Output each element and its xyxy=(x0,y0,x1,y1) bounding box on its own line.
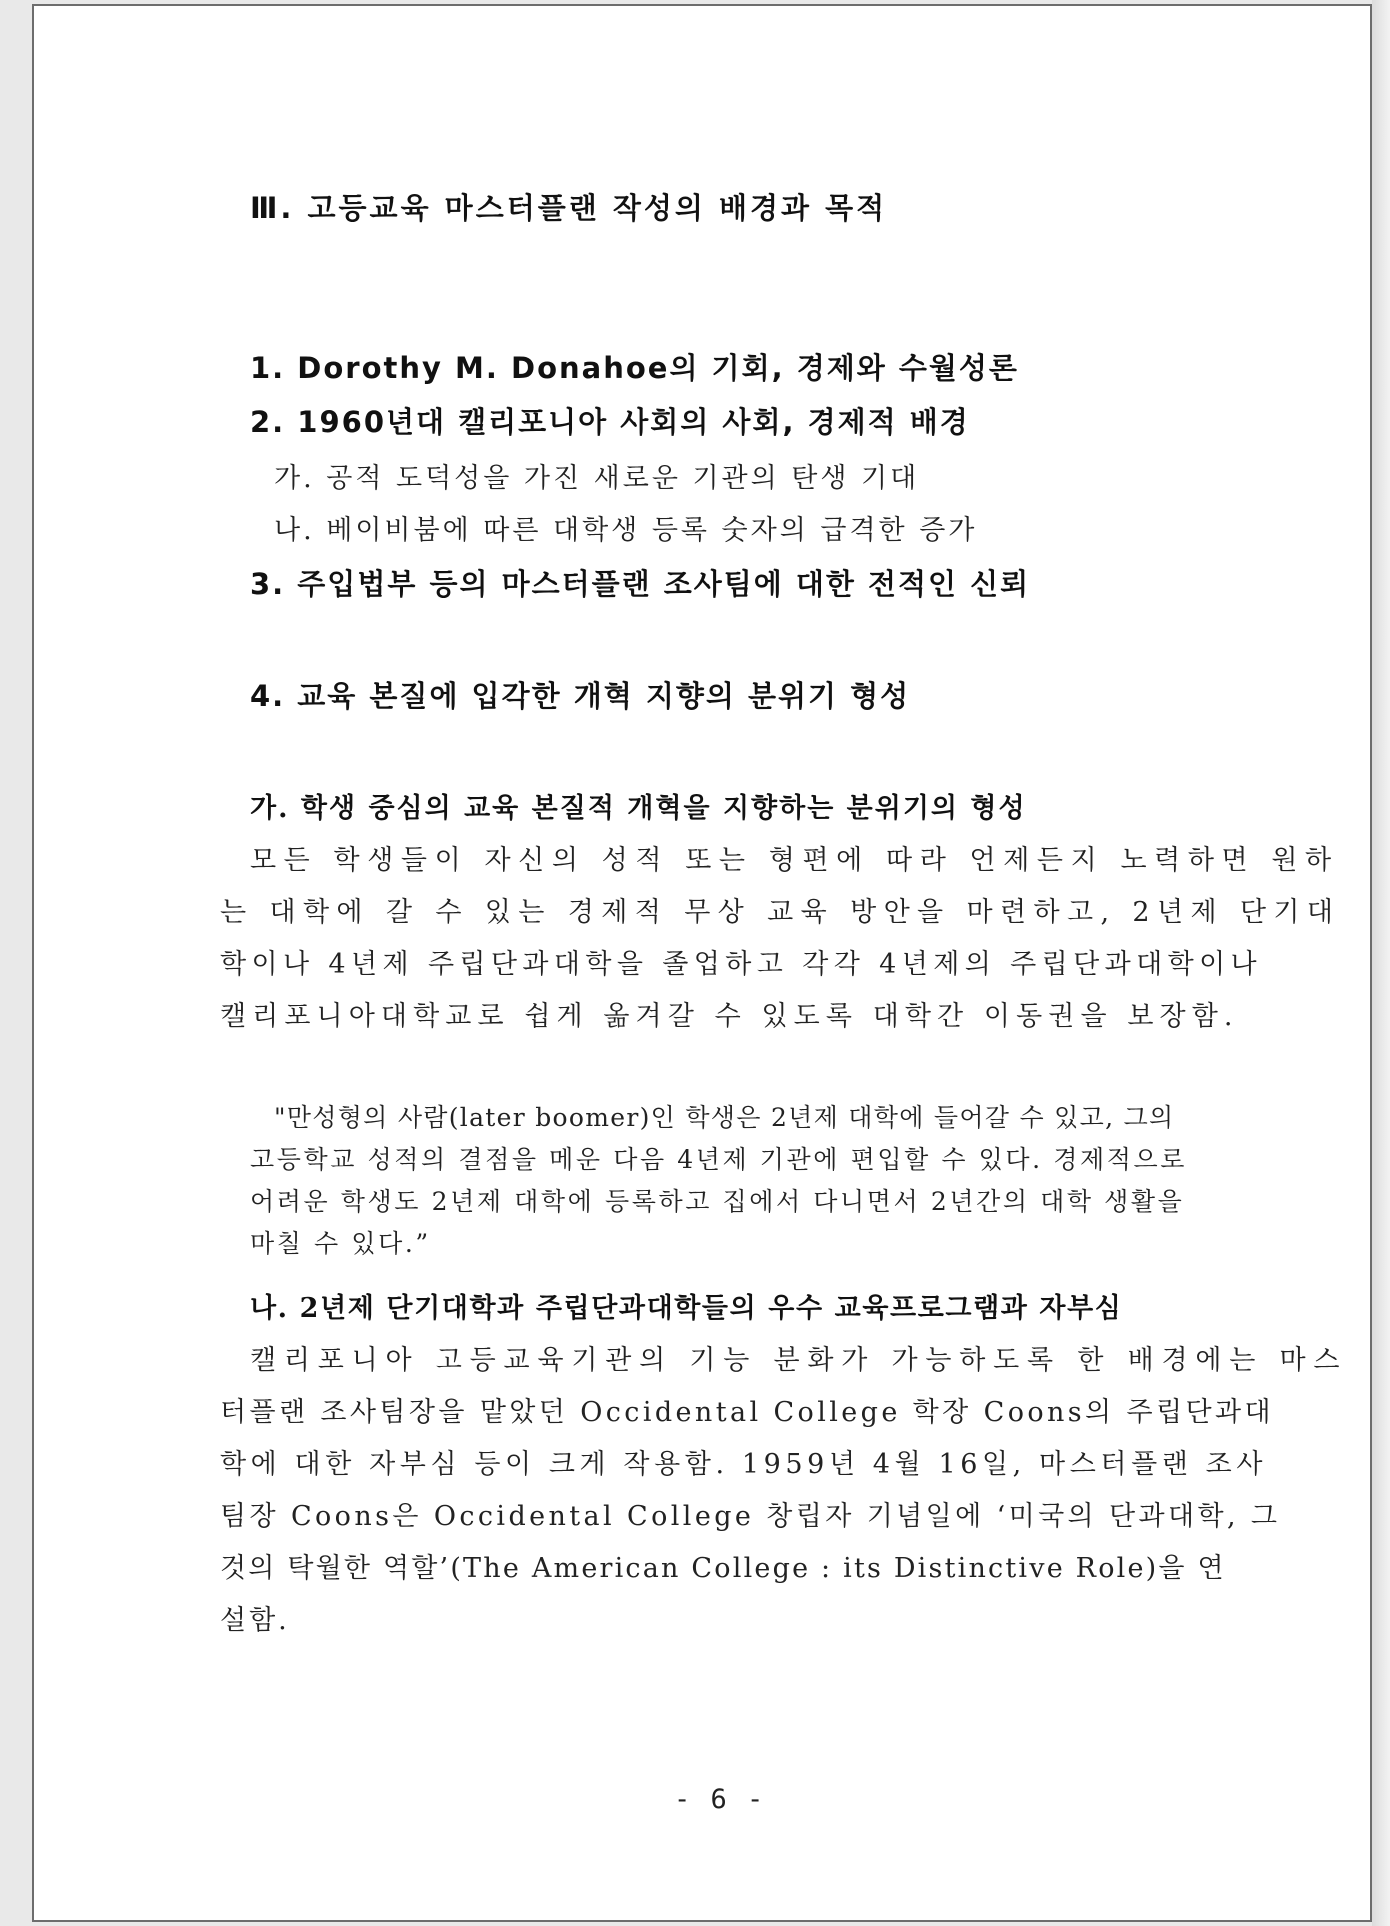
subsection-b-line: 캘리포니아 고등교육기관의 기능 분화가 가능하도록 한 배경에는 마스 xyxy=(250,1345,1348,1376)
item-2-sub-a: 가. 공적 도덕성을 가진 새로운 기관의 탄생 기대 xyxy=(274,463,920,494)
document-page xyxy=(32,4,1372,1922)
section-title: Ⅲ. 고등교육 마스터플랜 작성의 배경과 목적 xyxy=(250,191,888,225)
item-3: 3. 주입법부 등의 마스터플랜 조사팀에 대한 전적인 신뢰 xyxy=(250,567,1031,601)
subsection-b-line: 학에 대한 자부심 등이 크게 작용함. 1959년 4월 16일, 마스터플랜 조사 xyxy=(220,1449,1268,1480)
subsection-a-line: 캘리포니아대학교로 쉽게 옮겨갈 수 있도록 대학간 이동권을 보장함. xyxy=(220,1001,1239,1032)
item-4: 4. 교육 본질에 입각한 개혁 지향의 분위기 형성 xyxy=(250,679,911,713)
subsection-a-title: 가. 학생 중심의 교육 본질적 개혁을 지향하는 분위기의 형성 xyxy=(250,793,1027,824)
subsection-b-title: 나. 2년제 단기대학과 주립단과대학들의 우수 교육프로그램과 자부심 xyxy=(250,1293,1123,1324)
subsection-b-line: 터플랜 조사팀장을 맡았던 Occidental College 학장 Coons의 주립단과대 xyxy=(220,1397,1274,1428)
item-2-sub-b: 나. 베이비붐에 따른 대학생 등록 숫자의 급격한 증가 xyxy=(274,515,978,546)
quote-line: 마칠 수 있다.” xyxy=(250,1229,431,1258)
subsection-b-line: 설함. xyxy=(220,1605,290,1636)
quote-line: 어려운 학생도 2년제 대학에 등록하고 집에서 다니면서 2년간의 대학 생활을 xyxy=(250,1187,1185,1216)
subsection-b-line: 팀장 Coons은 Occidental College 창립자 기념일에 ‘미국의 단과대학, 그 xyxy=(220,1501,1281,1532)
page-edge-shadow xyxy=(1372,0,1390,1926)
item-2: 2. 1960년대 캘리포니아 사회의 사회, 경제적 배경 xyxy=(250,405,970,439)
quote-line: 고등학교 성적의 결점을 메운 다음 4년제 기관에 편입할 수 있다. 경제적으로 xyxy=(250,1145,1188,1174)
subsection-a-line: 모든 학생들이 자신의 성적 또는 형편에 따라 언제든지 노력하면 원하 xyxy=(250,845,1339,876)
subsection-a-line: 학이나 4년제 주립단과대학을 졸업하고 각각 4년제의 주립단과대학이나 xyxy=(220,949,1263,980)
quote-line: "만성형의 사람(later boomer)인 학생은 2년제 대학에 들어갈 수 있고, 그의 xyxy=(274,1103,1175,1132)
subsection-b-line: 것의 탁월한 역할’(The American College : its Distinctive Role)을 연 xyxy=(220,1553,1226,1584)
page-number: - 6 - xyxy=(674,1784,766,1815)
item-1: 1. Dorothy M. Donahoe의 기회, 경제와 수월성론 xyxy=(250,351,1019,385)
subsection-a-line: 는 대학에 갈 수 있는 경제적 무상 교육 방안을 마련하고, 2년제 단기대 xyxy=(220,897,1341,928)
